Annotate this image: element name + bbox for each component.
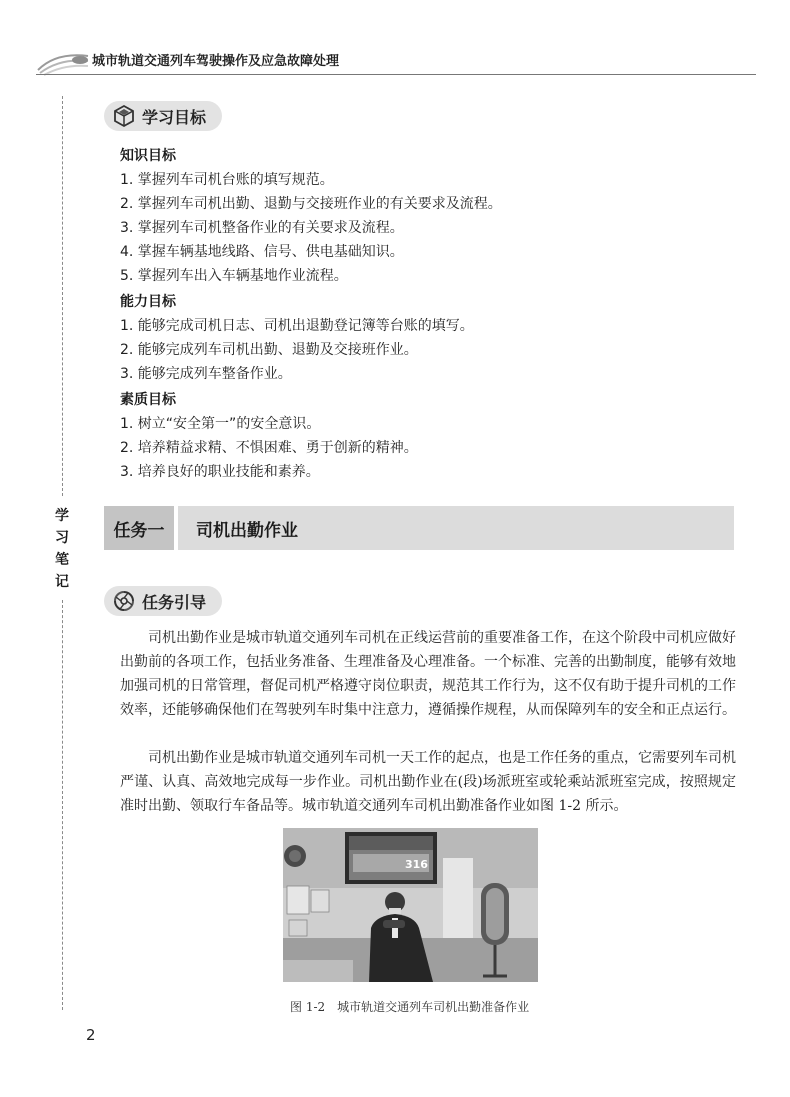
list-item: 3. 培养良好的职业技能和素养。 [120,464,320,480]
list-item: 5. 掌握列车出入车辆基地作业流程。 [120,268,348,284]
margin-char: 笔 [55,552,69,568]
list-item: 1. 能够完成司机日志、司机出退勤登记簿等台账的填写。 [120,318,474,334]
ability-objectives-title: 能力目标 [120,294,176,310]
figure-caption: 图 1-2 城市轨道交通列车司机出勤准备作业 [290,1000,530,1014]
cube-icon [112,104,136,128]
list-item: 4. 掌握车辆基地线路、信号、供电基础知识。 [120,244,404,260]
screen-number-text: 316 [405,858,428,871]
guide-heading-pill [104,586,222,616]
train-logo-icon [36,48,90,76]
margin-dashed-line-bottom [62,600,63,1010]
guide-heading: 任务引导 [142,592,207,612]
body-paragraph: 司机出勤作业是城市轨道交通列车司机一天工作的起点，也是工作任务的重点，它需要列车司机严谨、认真、高效地完成每一步作业。司机出勤作业在(段)场派班室或轮乘站派班室完成，按照规定准时出勤、领取行车备品等。城市轨道交通列车司机出勤准备作业如图 1-2 所示。 [120,750,736,814]
page-number: 2 [86,1026,96,1044]
margin-char: 学 [55,508,69,524]
knowledge-objectives-title: 知识目标 [120,148,176,164]
body-paragraph: 司机出勤作业是城市轨道交通列车司机在正线运营前的重要准备工作，在这个阶段中司机应做好出勤前的各项工作，包括业务准备、生理准备及心理准备。一个标准、完善的出勤制度，能够有效地加强司机的日常管理，督促司机严格遵守岗位职责，规范其工作行为，这不仅有助于提升司机的工作效率，还能够确保他们在驾驶列车时集中注意力，遵循操作规程，从而保障列车的安全和正点运行。 [120,630,736,718]
margin-study-notes-label [51,505,73,593]
list-item: 2. 能够完成列车司机出勤、退勤及交接班作业。 [120,342,418,358]
task-bar-separator [174,506,178,550]
margin-dashed-line-top [62,96,63,496]
figure-photo [283,828,538,982]
objectives-heading: 学习目标 [142,107,207,127]
list-item: 3. 掌握列车司机整备作业的有关要求及流程。 [120,220,404,236]
list-item: 3. 能够完成列车整备作业。 [120,366,292,382]
swirl-icon [112,589,136,613]
header-rule [36,74,756,75]
task-title-bar [104,506,734,550]
margin-char: 记 [55,574,69,590]
list-item: 1. 树立“安全第一”的安全意识。 [120,416,321,432]
quality-objectives-title: 素质目标 [120,392,176,408]
margin-char: 习 [55,530,69,546]
list-item: 2. 掌握列车司机出勤、退勤与交接班作业的有关要求及流程。 [120,196,502,212]
task-title: 司机出勤作业 [196,520,298,541]
running-header-title: 城市轨道交通列车驾驶操作及应急故障处理 [92,54,340,69]
list-item: 1. 掌握列车司机台账的填写规范。 [120,172,334,188]
objectives-heading-pill [104,101,222,131]
task-number-label: 任务一 [104,506,174,550]
list-item: 2. 培养精益求精、不惧困难、勇于创新的精神。 [120,440,418,456]
